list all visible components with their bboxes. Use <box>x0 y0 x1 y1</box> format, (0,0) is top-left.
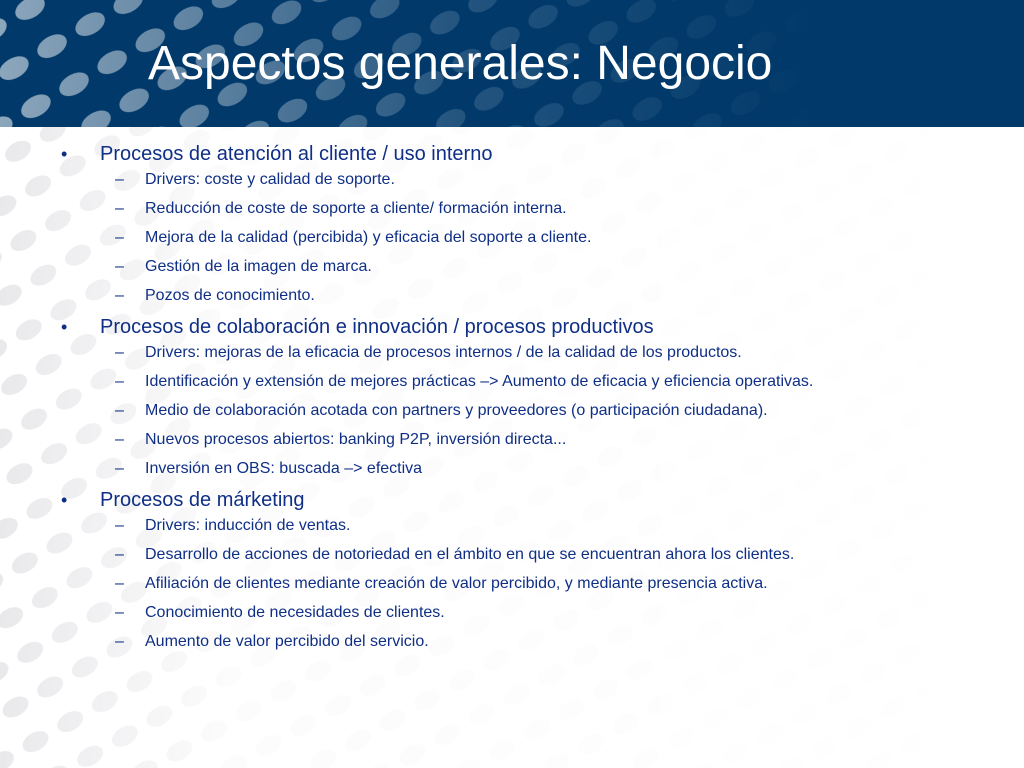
list-item <box>0 515 1024 536</box>
list-item <box>0 198 1024 219</box>
section-customer-service <box>0 141 1024 306</box>
dash-marker: – <box>115 229 124 246</box>
list-item-text: Afiliación de clientes mediante creación de valor percibido, y mediante presencia activa. <box>145 575 768 592</box>
slide-title: Aspectos generales: Negocio <box>148 37 773 90</box>
list-item-text: Desarrollo de acciones de notoriedad en el ámbito en que se encuentran ahora los clientes. <box>145 546 795 563</box>
section-heading-text: Procesos de márketing <box>100 489 305 511</box>
list-item-text: Inversión en OBS: buscada –> efectiva <box>145 460 423 477</box>
dash-marker: – <box>115 258 124 275</box>
section-marketing <box>0 487 1024 652</box>
bullet-marker: • <box>61 317 68 337</box>
list-item <box>0 169 1024 190</box>
list-item <box>0 573 1024 594</box>
bullet-marker: • <box>61 490 68 510</box>
list-item-text: Identificación y extensión de mejores prácticas –> Aumento de eficacia y eficiencia operativas. <box>145 373 814 390</box>
dash-marker: – <box>115 460 124 477</box>
list-item <box>0 342 1024 363</box>
sub-list <box>0 515 1024 652</box>
dash-marker: – <box>115 604 124 621</box>
dash-marker: – <box>115 200 124 217</box>
dash-marker: – <box>115 431 124 448</box>
section-collaboration <box>0 314 1024 479</box>
list-item-text: Gestión de la imagen de marca. <box>145 258 372 275</box>
dash-marker: – <box>115 517 124 534</box>
list-item-text: Nuevos procesos abiertos: banking P2P, inversión directa... <box>145 431 567 448</box>
title-bar <box>0 0 1024 127</box>
list-item <box>0 544 1024 565</box>
list-item <box>0 631 1024 652</box>
list-item-text: Pozos de conocimiento. <box>145 287 315 304</box>
dash-marker: – <box>115 171 124 188</box>
list-item-text: Drivers: inducción de ventas. <box>145 517 351 534</box>
section-heading <box>0 141 1024 167</box>
list-item <box>0 227 1024 248</box>
dash-marker: – <box>115 344 124 361</box>
list-item-text: Conocimiento de necesidades de clientes. <box>145 604 445 621</box>
dash-marker: – <box>115 373 124 390</box>
list-item <box>0 256 1024 277</box>
list-item <box>0 371 1024 392</box>
dash-marker: – <box>115 575 124 592</box>
list-item <box>0 429 1024 450</box>
section-heading-text: Procesos de colaboración e innovación / procesos productivos <box>100 316 654 338</box>
list-item-text: Medio de colaboración acotada con partners y proveedores (o participación ciudadana). <box>145 402 768 419</box>
list-item-text: Drivers: mejoras de la eficacia de procesos internos / de la calidad de los productos. <box>145 344 742 361</box>
slide-body <box>0 141 1024 660</box>
list-item-text: Aumento de valor percibido del servicio. <box>145 633 429 650</box>
list-item-text: Mejora de la calidad (percibida) y eficacia del soporte a cliente. <box>145 229 592 246</box>
list-item <box>0 285 1024 306</box>
list-item-text: Reducción de coste de soporte a cliente/ formación interna. <box>145 200 567 217</box>
list-item <box>0 602 1024 623</box>
section-heading <box>0 314 1024 340</box>
dash-marker: – <box>115 287 124 304</box>
sub-list <box>0 342 1024 479</box>
sub-list <box>0 169 1024 306</box>
section-heading-text: Procesos de atención al cliente / uso interno <box>100 143 493 165</box>
list-item <box>0 458 1024 479</box>
bullet-marker: • <box>61 144 68 164</box>
dash-marker: – <box>115 633 124 650</box>
dash-marker: – <box>115 546 124 563</box>
dash-marker: – <box>115 402 124 419</box>
list-item <box>0 400 1024 421</box>
section-heading <box>0 487 1024 513</box>
list-item-text: Drivers: coste y calidad de soporte. <box>145 171 395 188</box>
